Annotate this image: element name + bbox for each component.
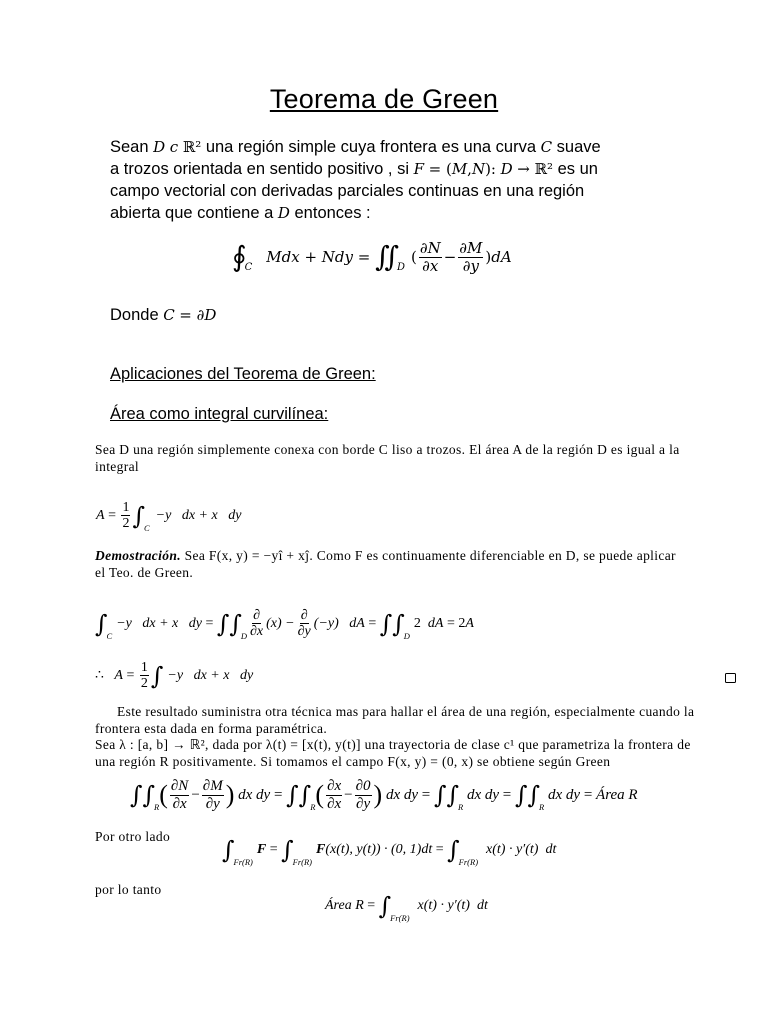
- por-lo-tanto: por lo tanto: [95, 882, 162, 897]
- area-formula: A = $\frac{1}{2}$ ∫ C −y dx + x dy: [96, 500, 242, 533]
- heading-aplicaciones: Aplicaciones del Teorema de Green:: [110, 365, 376, 383]
- p2-line-2: frontera esta dada en forma paramétrica.: [95, 720, 328, 736]
- donde-line: Donde C = ∂D: [110, 306, 217, 324]
- p1-line-1: Sea D una región simplemente conexa con borde C liso a trozos. El área A de la región D es igual a la: [95, 442, 680, 457]
- p2-line-4: una región R positivamente. Si tomamos el campo F(x, y) = (0, x) se obtiene según Green: [95, 753, 611, 769]
- por-otro-lado: Por otro lado: [95, 829, 171, 844]
- paragraph-area: [95, 442, 740, 475]
- demo-line-1: Demostración. Sea F(x, y) = −yî + xĵ. Como F es continuamente diferenciable en D, se puede aplicar: [95, 548, 676, 563]
- green-area-formula: ∫∫ R ( $\frac{\partial N}{\partial x}$ − $\frac{\partial M}{\partial y}$ ) dx dy = ∫∫ R ( $\frac{\partial x}{\partial x}$ − $\frac{\partial 0}{\partial y}$ ) dx dy = ∫∫ R dx dy = ∫∫ R dx dy = Área R: [130, 778, 638, 812]
- line-integral-formula: ∫ Fr(R) F = ∫ Fr(R) F(x(t), y(t)) · (0, 1)dt = ∫ Fr(R) x(t) · y′(t) dt: [222, 836, 557, 867]
- intro-line-3: campo vectorial con derivadas parciales continuas en una región: [110, 182, 585, 200]
- heading-area: Área como integral curvilínea:: [110, 405, 329, 423]
- p1-line-2: integral: [95, 458, 140, 474]
- demo-line-2: el Teo. de Green.: [95, 564, 194, 580]
- final-formula: Área R = ∫ Fr(R) x(t) · y′(t) dt: [325, 892, 488, 923]
- intro-line-1: Sean D c ℝ² una región simple cuya frontera es una curva C suave: [110, 138, 601, 156]
- page-title: Teorema de Green: [269, 84, 499, 114]
- paragraph-parametric: [95, 704, 740, 770]
- intro-line-4: abierta que contiene a D entonces :: [110, 204, 371, 222]
- therefore-formula: ∴ A = $\frac{1}{2}$ ∫ −y dx + x dy: [95, 660, 254, 692]
- p2-line-3: Sea λ : [a, b] → ℝ², dada por λ(t) = [x(t), y(t)] una trayectoria de clase c¹ que parametriza la frontera de: [95, 737, 691, 752]
- demo-paragraph: [95, 548, 740, 581]
- qed-box-icon: [725, 673, 736, 683]
- intro-paragraph: [110, 136, 670, 224]
- intro-line-2: a trozos orientada en sentido positivo , si F = (M,N): D → ℝ² es un: [110, 160, 598, 178]
- p2-line-1: Este resultado suministra otra técnica mas para hallar el área de una región, especialmente cuando la: [117, 704, 695, 719]
- green-theorem-formula: ∮ C Mdx + Ndy = ∬ D ( $\frac{\partial N}{\partial x}$ − $\frac{\partial M}{\partial y}$ )dA: [232, 239, 512, 275]
- demo-formula: ∫ C −y dx + x dy = ∫∫ D $\frac{\partial}{\partial x}$ (x) − $\frac{\partial}{\partial y}$ (−y) dA = ∫∫ D 2 dA = 2 A: [95, 608, 474, 641]
